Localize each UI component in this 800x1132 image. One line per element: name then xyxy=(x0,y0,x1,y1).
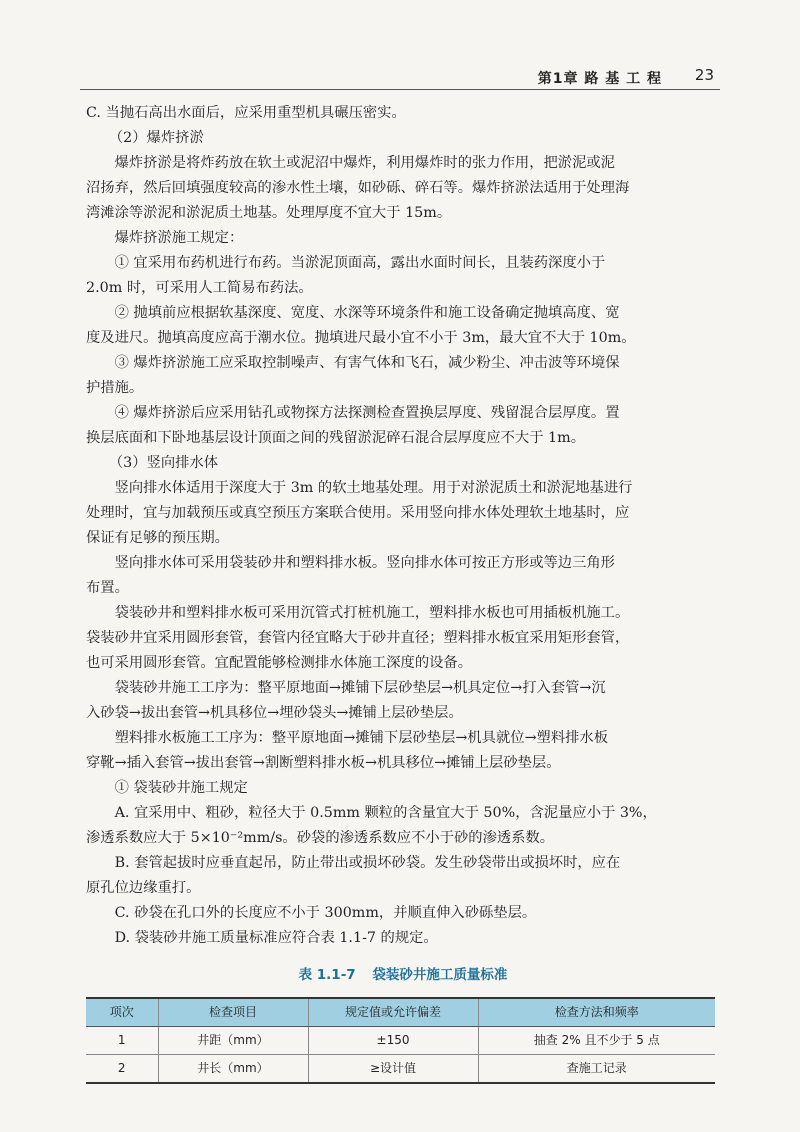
text-line: 袋装砂井宜采用圆形套管，套管内径宜略大于砂井直径；塑料排水板宜采用矩形套管， xyxy=(86,630,630,646)
text-line: 袋装砂井和塑料排水板可采用沉管式打桩机施工，塑料排水板也可用插板机施工。 xyxy=(114,605,630,621)
table-cell: 查施工记录 xyxy=(478,1055,715,1084)
text-line: 护措施。 xyxy=(86,380,144,396)
table-cell: 抽查 2% 且不少于 5 点 xyxy=(478,1027,715,1055)
body-text xyxy=(86,101,720,1084)
paragraph xyxy=(86,101,720,126)
text-line: 爆炸挤淤是将炸药放在软土或泥沼中爆炸，利用爆炸时的张力作用，把淤泥或泥 xyxy=(114,155,615,171)
text-line: 入砂袋→拔出套管→机具移位→埋砂袋头→摊铺上层砂垫层。 xyxy=(86,705,463,721)
page-number: 23 xyxy=(694,66,714,84)
table-cell: ±150 xyxy=(308,1027,478,1055)
paragraph xyxy=(86,926,720,951)
header-cell: 规定值或允许偏差 xyxy=(308,998,478,1027)
page-header xyxy=(80,62,720,90)
table-caption xyxy=(86,963,720,988)
header-cell: 检查方法和频率 xyxy=(478,998,715,1027)
table-number: 表 1.1-7 xyxy=(298,967,356,983)
text-line: 竖向排水体适用于深度大于 3m 的软土地基处理。用于对淤泥质土和淤泥地基进行 xyxy=(114,480,633,496)
text-line: ③ 爆炸挤淤施工应采取控制噪声、有害气体和飞石，减少粉尘、冲击波等环境保 xyxy=(114,355,620,371)
table-row xyxy=(86,1027,715,1055)
text-line: C. 当抛石高出水面后，应采用重型机具碾压密实。 xyxy=(86,105,406,121)
text-line: 换层底面和下卧地基层设计顶面之间的残留淤泥碎石混合层厚度应不大于 1m。 xyxy=(86,430,585,446)
paragraph xyxy=(86,801,720,851)
paragraph xyxy=(86,726,720,776)
paragraph xyxy=(86,401,720,451)
text-line: 爆炸挤淤施工规定： xyxy=(114,230,244,246)
text-line: 湾滩涂等淤泥和淤泥质土地基。处理厚度不宜大于 15m。 xyxy=(86,205,452,221)
quality-standard-table xyxy=(86,997,715,1084)
text-line: A. 宜采用中、粗砂，粒径大于 0.5mm 颗粒的含量宜大于 50%，含泥量应小于 3%， xyxy=(114,805,657,821)
header-rule xyxy=(80,89,720,90)
text-line: 穿靴→插入套管→拔出套管→割断塑料排水板→机具移位→摊铺上层砂垫层。 xyxy=(86,755,561,771)
text-line: （2）爆炸挤淤 xyxy=(108,130,204,146)
text-line: D. 袋装砂井施工质量标准应符合表 1.1-7 的规定。 xyxy=(114,930,438,946)
section-heading xyxy=(86,451,720,476)
paragraph xyxy=(86,776,720,801)
table-cell: ≥设计值 xyxy=(308,1055,478,1084)
paragraph xyxy=(86,226,720,251)
paragraph xyxy=(86,251,720,301)
text-line: 竖向排水体可采用袋装砂井和塑料排水板。竖向排水体可按正方形或等边三角形 xyxy=(114,555,615,571)
text-line: ① 宜采用布药机进行布药。当淤泥顶面高，露出水面时间长，且装药深度小于 xyxy=(114,255,606,271)
header-cell: 项次 xyxy=(86,998,158,1027)
text-line: 2.0m 时，可采用人工简易布药法。 xyxy=(86,280,313,296)
table-cell: 井长（mm） xyxy=(158,1055,308,1084)
text-line: 原孔位边缘重打。 xyxy=(86,880,201,896)
header-cell: 检查项目 xyxy=(158,998,308,1027)
table-header-row xyxy=(86,998,715,1027)
table-cell: 2 xyxy=(86,1055,158,1084)
paragraph xyxy=(86,151,720,226)
text-line: C. 砂袋在孔口外的长度应不小于 300mm，并顺直伸入砂砾垫层。 xyxy=(114,905,537,921)
text-line: 沼扬弃，然后回填强度较高的渗水性土壤，如砂砾、碎石等。爆炸挤淤法适用于处理海 xyxy=(86,180,630,196)
text-line: 袋装砂井施工工序为：整平原地面→摊铺下层砂垫层→机具定位→打入套管→沉 xyxy=(114,680,606,696)
table-title: 袋装砂井施工质量标准 xyxy=(372,967,508,983)
paragraph xyxy=(86,851,720,901)
text-line: 保证有足够的预压期。 xyxy=(86,530,229,546)
paragraph xyxy=(86,301,720,351)
text-line: ② 抛填前应根据软基深度、宽度、水深等环境条件和施工设备确定抛填高度、宽 xyxy=(114,305,620,321)
paragraph xyxy=(86,676,720,726)
paragraph xyxy=(86,901,720,926)
text-line: 塑料排水板施工工序为：整平原地面→摊铺下层砂垫层→机具就位→塑料排水板 xyxy=(114,730,609,746)
text-line: 布置。 xyxy=(86,580,129,596)
table-cell: 1 xyxy=(86,1027,158,1055)
text-line: 也可采用圆形套管。宜配置能够检测排水体施工深度的设备。 xyxy=(86,655,473,671)
text-line: B. 套管起拔时应垂直起吊，防止带出或损坏砂袋。发生砂袋带出或损坏时，应在 xyxy=(114,855,621,871)
paragraph xyxy=(86,601,720,676)
text-line: （3）竖向排水体 xyxy=(108,455,219,471)
chapter-title: 第1章 路 基 工 程 xyxy=(537,71,662,87)
text-line: 处理时，宜与加载预压或真空预压方案联合使用。采用竖向排水体处理软土地基时，应 xyxy=(86,505,630,521)
table-cell: 井距（mm） xyxy=(158,1027,308,1055)
text-line: ④ 爆炸挤淤后应采用钻孔或物探方法探测检查置换层厚度、残留混合层厚度。置 xyxy=(114,405,620,421)
text-line: 渗透系数应大于 5×10⁻²mm/s。砂袋的渗透系数应不小于砂的渗透系数。 xyxy=(86,830,555,846)
paragraph xyxy=(86,551,720,601)
paragraph xyxy=(86,476,720,551)
section-heading xyxy=(86,126,720,151)
table-row xyxy=(86,1055,715,1084)
paragraph xyxy=(86,351,720,401)
text-line: ① 袋装砂井施工规定 xyxy=(114,780,248,796)
text-line: 度及进尺。抛填高度应高于潮水位。抛填进尺最小宜不小于 3m，最大宜不大于 10m。 xyxy=(86,330,636,346)
